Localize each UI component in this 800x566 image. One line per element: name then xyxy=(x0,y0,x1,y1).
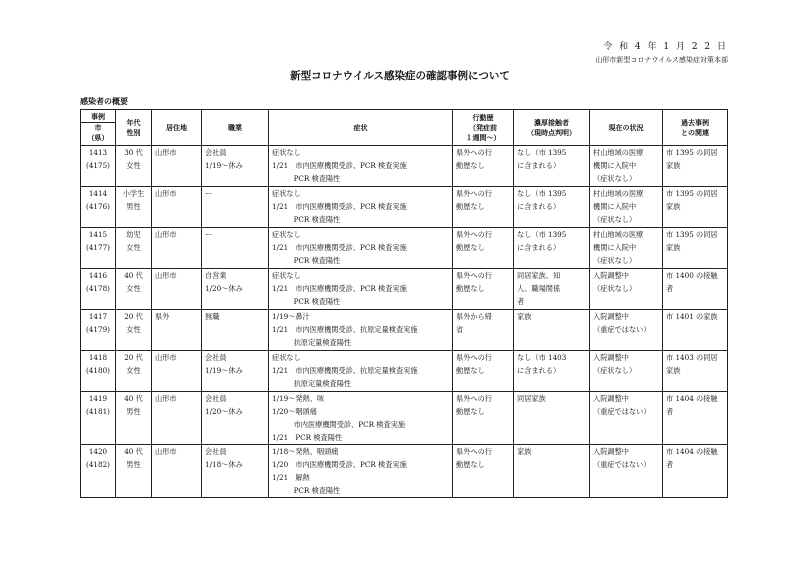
cell-activity xyxy=(453,146,514,187)
table-row xyxy=(81,445,728,498)
cell-symptoms-line: PCR 検査陽性 xyxy=(272,174,341,183)
cell-activity-line: 動歴なし xyxy=(456,161,485,170)
table-row xyxy=(81,187,728,228)
cell-occupation-line: 会社員 xyxy=(205,394,227,403)
cell-occupation-line: 自営業 xyxy=(205,271,227,280)
section-heading: 感染者の概要 xyxy=(80,97,128,106)
cell-symptoms-line: 1/21 市内医療機関受診、PCR 検査実施 xyxy=(272,202,407,211)
cell-status-line: 村山地域の医療 xyxy=(593,230,644,239)
cell-activity-line: 動歴なし xyxy=(456,284,485,293)
cell-status-line: 入院調整中 xyxy=(593,271,629,280)
cell-contacts xyxy=(514,228,590,269)
cell-activity xyxy=(453,392,514,445)
cell-occupation-line: 1/20～休み xyxy=(205,284,243,293)
cell-age-sex xyxy=(116,392,152,445)
col-case xyxy=(81,110,116,146)
cell-status-line: （症状なし） xyxy=(593,366,637,375)
cell-status-line: 機関に入院中 xyxy=(593,161,637,170)
cell-symptoms-line: 1/18～発熱、咽頭痛 xyxy=(272,447,339,456)
cell-age-sex-line: 女性 xyxy=(126,243,141,252)
cell-status-line: 入院調整中 xyxy=(593,394,629,403)
cell-activity-line: 県外への行 xyxy=(456,189,492,198)
col-history xyxy=(663,110,728,146)
cell-age-sex xyxy=(116,351,152,392)
cell-age-sex xyxy=(116,445,152,498)
cell-residence xyxy=(152,392,202,445)
cell-occupation-line: 1/19～休み xyxy=(205,366,243,375)
col-case-pref: （県） xyxy=(87,134,109,142)
cell-contacts-line: に含まれる） xyxy=(517,366,561,375)
cell-case-line: 1415 xyxy=(88,230,108,239)
cell-history-line: 者 xyxy=(666,284,674,293)
cell-occupation xyxy=(202,310,269,351)
cell-age-sex xyxy=(116,187,152,228)
cell-case-line: 1413 xyxy=(88,148,108,157)
cell-history-line: 市 1395 の同居 xyxy=(666,230,718,239)
cell-residence-line: 山形市 xyxy=(155,230,177,239)
cell-symptoms-line: 症状なし xyxy=(272,353,301,362)
cell-status xyxy=(590,146,663,187)
cell-activity-line: 県外への行 xyxy=(456,394,492,403)
cell-age-sex xyxy=(116,146,152,187)
cell-symptoms xyxy=(269,392,453,445)
cell-symptoms xyxy=(269,351,453,392)
cell-activity xyxy=(453,445,514,498)
cell-symptoms-line: 市内医療機関受診、PCR 検査実施 xyxy=(272,420,406,429)
header-line: （発症前 xyxy=(469,123,497,132)
cell-occupation xyxy=(202,146,269,187)
cell-contacts xyxy=(514,392,590,445)
cell-history-line: 家族 xyxy=(666,243,681,252)
cell-case xyxy=(81,310,116,351)
cell-residence-line: 山形市 xyxy=(155,394,177,403)
table-row xyxy=(81,392,728,445)
cell-symptoms xyxy=(269,269,453,310)
cell-contacts-line: 人、職場関係 xyxy=(517,284,561,293)
cell-age-sex-line: 男性 xyxy=(126,202,141,211)
cell-case-line: (4176) xyxy=(86,202,110,211)
cell-contacts-line: 者 xyxy=(517,297,525,306)
cell-case-line: (4175) xyxy=(86,161,110,170)
cell-case xyxy=(81,269,116,310)
cell-case xyxy=(81,228,116,269)
cell-activity xyxy=(453,187,514,228)
cell-age-sex-line: 女性 xyxy=(126,161,141,170)
cell-activity-line: 県外への行 xyxy=(456,230,492,239)
cell-age-sex-line: 男性 xyxy=(126,460,141,469)
cell-case-line: 1417 xyxy=(88,312,108,321)
cell-status-line: （症状なし） xyxy=(593,215,637,224)
cell-symptoms-line: PCR 検査陽性 xyxy=(272,215,341,224)
cell-symptoms-line: 1/21 解熱 xyxy=(272,473,310,482)
cell-age-sex-line: 40 代 xyxy=(124,447,143,456)
cell-age-sex-line: 40 代 xyxy=(124,394,143,403)
cell-residence xyxy=(152,310,202,351)
cell-contacts xyxy=(514,146,590,187)
cell-activity-line: 県外から帰 xyxy=(456,312,492,321)
cell-age-sex-line: 幼児 xyxy=(126,230,141,239)
cell-residence-line: 山形市 xyxy=(155,271,177,280)
col-occupation: 職業 xyxy=(202,110,269,146)
cell-activity-line: 県外への行 xyxy=(456,447,492,456)
cell-symptoms xyxy=(269,146,453,187)
cell-status-line: （症状なし） xyxy=(593,284,637,293)
cell-symptoms-line: 症状なし xyxy=(272,271,301,280)
table-row xyxy=(81,146,728,187)
cell-activity xyxy=(453,310,514,351)
cell-status-line: 入院調整中 xyxy=(593,447,629,456)
cell-status xyxy=(590,351,663,392)
cell-history-line: 家族 xyxy=(666,161,681,170)
cell-history-line: 市 1401 の家族 xyxy=(666,312,718,321)
header-line: １週間～） xyxy=(465,133,501,142)
col-symptoms: 症状 xyxy=(269,110,453,146)
header-line: 性別 xyxy=(126,128,141,137)
cell-symptoms-line: PCR 検査陽性 xyxy=(272,486,341,495)
cell-age-sex-line: 40 代 xyxy=(124,271,143,280)
cell-symptoms-line: PCR 検査陽性 xyxy=(272,256,341,265)
cell-contacts-line: 家族 xyxy=(517,447,532,456)
table-row xyxy=(81,310,728,351)
header-line: 年代 xyxy=(126,118,141,127)
header-line: との関連 xyxy=(681,128,709,137)
page-title: 新型コロナウイルス感染症の確認事例について xyxy=(290,70,510,82)
cell-contacts xyxy=(514,445,590,498)
cell-case-line: (4178) xyxy=(86,284,110,293)
cell-history-line: 市 1400 の接触 xyxy=(666,271,718,280)
cell-history xyxy=(663,187,728,228)
cell-symptoms-line: 抗原定量検査陽性 xyxy=(272,379,352,388)
cell-residence-line: 県外 xyxy=(155,312,170,321)
cell-occupation-line: 無職 xyxy=(205,312,220,321)
cell-status xyxy=(590,269,663,310)
cell-status-line: （重症ではない） xyxy=(593,325,651,334)
cell-activity-line: 動歴なし xyxy=(456,366,485,375)
cell-age-sex-line: 30 代 xyxy=(124,148,143,157)
cell-status-line: 機関に入院中 xyxy=(593,243,637,252)
cell-status xyxy=(590,187,663,228)
issuing-organization: 山形市新型コロナウイルス感染症対策本部 xyxy=(595,56,728,64)
col-contacts xyxy=(514,110,590,146)
cell-history-line: 者 xyxy=(666,407,674,416)
table-header-row xyxy=(81,110,728,146)
cell-status xyxy=(590,445,663,498)
cell-contacts-line: なし（市 1403 xyxy=(517,353,567,362)
cell-age-sex xyxy=(116,228,152,269)
cell-status xyxy=(590,310,663,351)
cell-residence xyxy=(152,228,202,269)
cell-contacts-line: に含まれる） xyxy=(517,202,561,211)
cell-symptoms-line: 1/21 PCR 検査陽性 xyxy=(272,433,343,442)
cell-contacts-line: 同居家族 xyxy=(517,394,546,403)
cell-occupation xyxy=(202,445,269,498)
table-row xyxy=(81,228,728,269)
header-line: 行動歴 xyxy=(472,113,494,122)
cell-symptoms-line: 1/21 市内医療機関受診、PCR 検査実施 xyxy=(272,161,407,170)
cell-history xyxy=(663,310,728,351)
cell-activity-line: 省 xyxy=(456,325,464,334)
cell-age-sex-line: 20 代 xyxy=(124,312,143,321)
cell-history xyxy=(663,228,728,269)
cell-symptoms-line: 症状なし xyxy=(272,148,301,157)
cell-residence-line: 山形市 xyxy=(155,148,177,157)
cell-symptoms-line: 1/21 市内医療機関受診、抗原定量検査実施 xyxy=(272,325,418,334)
cell-occupation xyxy=(202,351,269,392)
cell-contacts-line: に含まれる） xyxy=(517,243,561,252)
cell-status-line: 村山地域の医療 xyxy=(593,148,644,157)
cell-contacts xyxy=(514,187,590,228)
cell-activity xyxy=(453,269,514,310)
cell-contacts-line: なし（市 1395 xyxy=(517,230,567,239)
cell-symptoms xyxy=(269,310,453,351)
cell-history-line: 市 1395 の同居 xyxy=(666,148,718,157)
cell-symptoms-line: 抗原定量検査陽性 xyxy=(272,338,352,347)
header-line: （現時点判明） xyxy=(527,128,576,137)
cell-symptoms-line: 1/21 市内医療機関受診、抗原定量検査実施 xyxy=(272,366,418,375)
cell-case-line: (4177) xyxy=(86,243,110,252)
cell-symptoms-line: 症状なし xyxy=(272,230,301,239)
cell-occupation-line: 1/18～休み xyxy=(205,460,243,469)
cell-activity xyxy=(453,228,514,269)
cell-symptoms-line: 1/21 市内医療機関受診、PCR 検査実施 xyxy=(272,243,407,252)
cell-age-sex xyxy=(116,269,152,310)
col-case-top: 事例 xyxy=(81,112,115,123)
cell-residence xyxy=(152,445,202,498)
cell-occupation-line: 会社員 xyxy=(205,447,227,456)
cell-age-sex-line: 20 代 xyxy=(124,353,143,362)
cell-contacts-line: なし（市 1395 xyxy=(517,148,567,157)
cell-activity-line: 動歴なし xyxy=(456,460,485,469)
cell-age-sex-line: 女性 xyxy=(126,366,141,375)
cell-history xyxy=(663,146,728,187)
cell-occupation-line: 1/20～休み xyxy=(205,407,243,416)
cell-case xyxy=(81,445,116,498)
cell-age-sex-line: 男性 xyxy=(126,407,141,416)
cell-status-line: （症状なし） xyxy=(593,256,637,265)
cell-residence xyxy=(152,187,202,228)
cell-case-line: 1419 xyxy=(88,394,108,403)
cell-history-line: 市 1403 の同居 xyxy=(666,353,718,362)
cell-occupation-line: ー xyxy=(205,230,213,239)
table-row xyxy=(81,269,728,310)
cases-table xyxy=(80,109,728,498)
cell-symptoms-line: 1/21 市内医療機関受診、PCR 検査実施 xyxy=(272,284,407,293)
table-row xyxy=(81,351,728,392)
cell-age-sex-line: 女性 xyxy=(126,284,141,293)
cell-history-line: 家族 xyxy=(666,366,681,375)
cell-status xyxy=(590,228,663,269)
cell-status-line: （重症ではない） xyxy=(593,460,651,469)
cell-contacts xyxy=(514,269,590,310)
cell-history-line: 市 1404 の接触 xyxy=(666,394,718,403)
cell-occupation xyxy=(202,228,269,269)
cell-residence xyxy=(152,351,202,392)
cell-history xyxy=(663,392,728,445)
cell-symptoms-line: 1/19～鼻汁 xyxy=(272,312,310,321)
report-date: 令 和 4 年 1 月 2 2 日 xyxy=(603,42,728,52)
cell-activity-line: 動歴なし xyxy=(456,243,485,252)
cell-history xyxy=(663,445,728,498)
cell-activity-line: 動歴なし xyxy=(456,407,485,416)
cell-symptoms xyxy=(269,445,453,498)
cell-status-line: 村山地域の医療 xyxy=(593,189,644,198)
cell-age-sex-line: 女性 xyxy=(126,325,141,334)
cell-case-line: (4180) xyxy=(86,366,110,375)
cell-case-line: (4179) xyxy=(86,325,110,334)
cell-symptoms-line: 症状なし xyxy=(272,189,301,198)
header-line: 過去事例 xyxy=(681,118,709,127)
cell-symptoms-line: PCR 検査陽性 xyxy=(272,297,341,306)
cell-activity-line: 県外への行 xyxy=(456,271,492,280)
cell-occupation-line: ー xyxy=(205,189,213,198)
cell-occupation xyxy=(202,392,269,445)
cell-occupation xyxy=(202,187,269,228)
cell-case xyxy=(81,351,116,392)
cell-residence xyxy=(152,269,202,310)
cell-case-line: 1416 xyxy=(88,271,108,280)
header-line: 濃厚接触者 xyxy=(534,118,569,127)
cell-case xyxy=(81,187,116,228)
cell-residence xyxy=(152,146,202,187)
cell-status xyxy=(590,392,663,445)
cell-history-line: 家族 xyxy=(666,202,681,211)
cell-symptoms-line: 1/20 市内医療機関受診、PCR 検査実施 xyxy=(272,460,407,469)
cell-contacts-line: 同居家族、知 xyxy=(517,271,561,280)
cell-case-line: 1420 xyxy=(88,447,108,456)
cell-occupation-line: 会社員 xyxy=(205,148,227,157)
col-age-sex xyxy=(116,110,152,146)
cell-activity-line: 動歴なし xyxy=(456,202,485,211)
cell-occupation xyxy=(202,269,269,310)
cell-symptoms xyxy=(269,228,453,269)
cell-status-line: （症状なし） xyxy=(593,174,637,183)
cell-activity xyxy=(453,351,514,392)
cell-contacts-line: に含まれる） xyxy=(517,161,561,170)
cell-status-line: 入院調整中 xyxy=(593,353,629,362)
col-residence: 居住地 xyxy=(152,110,202,146)
cell-residence-line: 山形市 xyxy=(155,353,177,362)
col-status: 現在の状況 xyxy=(590,110,663,146)
cell-case-line: (4182) xyxy=(86,460,110,469)
cell-symptoms-line: 1/19～発熱、咳 xyxy=(272,394,325,403)
cell-case xyxy=(81,146,116,187)
cell-history xyxy=(663,351,728,392)
cell-status-line: 入院調整中 xyxy=(593,312,629,321)
cell-occupation-line: 1/19～休み xyxy=(205,161,243,170)
cell-symptoms xyxy=(269,187,453,228)
cell-status-line: 機関に入院中 xyxy=(593,202,637,211)
cell-age-sex-line: 小学生 xyxy=(122,189,145,198)
cell-contacts-line: 家族 xyxy=(517,312,532,321)
cell-activity-line: 県外への行 xyxy=(456,353,492,362)
cell-status-line: （重症ではない） xyxy=(593,407,651,416)
cell-contacts-line: なし（市 1395 xyxy=(517,189,567,198)
cell-age-sex xyxy=(116,310,152,351)
cell-case-line: 1418 xyxy=(88,353,108,362)
cell-residence-line: 山形市 xyxy=(155,189,177,198)
cell-case-line: (4181) xyxy=(86,407,110,416)
cell-history-line: 者 xyxy=(666,460,674,469)
cell-history-line: 市 1404 の接触 xyxy=(666,447,718,456)
cell-symptoms-line: 1/20～咽頭痛 xyxy=(272,407,317,416)
col-activity xyxy=(453,110,514,146)
cell-history-line: 市 1395 の同居 xyxy=(666,189,718,198)
cell-case-line: 1414 xyxy=(88,189,108,198)
cell-contacts xyxy=(514,310,590,351)
col-case-city: 市 xyxy=(94,124,102,132)
cell-case xyxy=(81,392,116,445)
cell-occupation-line: 会社員 xyxy=(205,353,227,362)
cell-activity-line: 県外への行 xyxy=(456,148,492,157)
cell-history xyxy=(663,269,728,310)
cell-residence-line: 山形市 xyxy=(155,447,177,456)
cell-contacts xyxy=(514,351,590,392)
